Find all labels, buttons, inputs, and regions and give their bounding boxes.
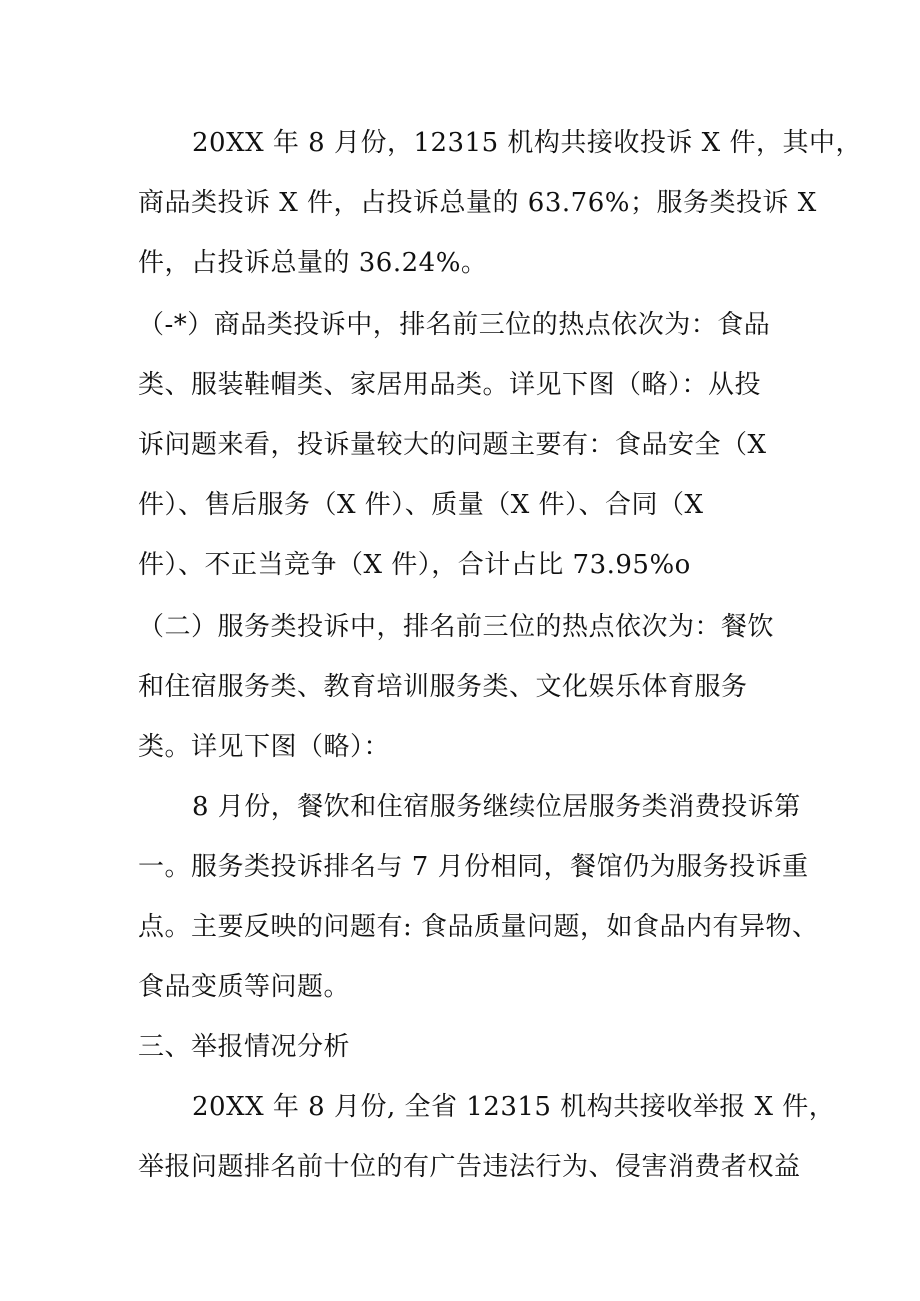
report-paragraph-line-2: 举报问题排名前十位的有广告违法行为、侵害消费者权益: [138, 1152, 801, 1182]
service-paragraph-line-1: 8 月份，餐饮和住宿服务继续位居服务类消费投诉第: [192, 792, 801, 822]
paragraph-line-2: 商品类投诉 X 件，占投诉总量的 63.76%；服务类投诉 X: [138, 188, 817, 218]
section-1-line-5: 件）、不正当竞争（X 件），合计占比 73.95%o: [138, 550, 691, 580]
service-paragraph-line-4: 食品变质等问题。: [138, 972, 351, 1002]
section-1-line-4: 件）、售后服务（X 件）、质量（X 件）、合同（X: [138, 490, 704, 520]
section-1-line-2: 类、服装鞋帽类、家居用品类。详见下图（略）：从投: [138, 370, 762, 400]
section-heading-3: 三、举报情况分析: [138, 1032, 351, 1062]
paragraph-line-1: 20XX 年 8 月份，12315 机构共接收投诉 X 件，其中，: [192, 128, 862, 158]
section-1-line-1: （-*）商品类投诉中，排名前三位的热点依次为：食品: [138, 310, 771, 340]
section-1-line-3: 诉问题来看，投诉量较大的问题主要有：食品安全（X: [138, 430, 767, 460]
paragraph-line-3: 件，占投诉总量的 36.24%。: [138, 248, 488, 278]
section-2-line-1: （二）服务类投诉中，排名前三位的热点依次为：餐饮: [138, 612, 775, 642]
section-2-line-2: 和住宿服务类、教育培训服务类、文化娱乐体育服务: [138, 672, 748, 702]
report-paragraph-line-1: 20XX 年 8 月份, 全省 12315 机构共接收举报 X 件，: [192, 1092, 836, 1122]
section-2-line-3: 类。详见下图（略）：: [138, 732, 391, 762]
service-paragraph-line-2: 一。服务类投诉排名与 7 月份相同，餐馆仍为服务投诉重: [138, 852, 809, 882]
service-paragraph-line-3: 点。主要反映的问题有: 食品质量问题，如食品内有异物、: [138, 912, 819, 942]
